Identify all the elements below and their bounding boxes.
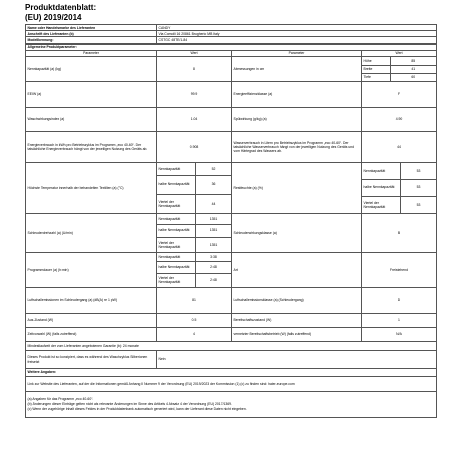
model-value: CSTGC 48TE/1-84: [157, 37, 437, 43]
delay-start-value: 4: [157, 328, 232, 342]
general-heading: Allgemeine Produktparameter:: [26, 44, 437, 50]
noise-class-label: Luftschallemissionsklasse (a) (Schleudergang): [232, 288, 362, 314]
energy-value: 0.908: [157, 132, 232, 163]
temp-values: [157, 163, 232, 214]
off-mode-label: Aus-Zustand (W): [26, 314, 157, 328]
dim-depth-label: Tiefe: [363, 75, 371, 80]
title-line-2: (EU) 2019/2014: [25, 13, 82, 22]
title-line-1: Produktdatenblatt:: [25, 3, 97, 12]
spin-rated-label: Nennkapazität: [157, 214, 195, 224]
supplier-name-value: CANDY: [157, 25, 437, 31]
duration-quarter-value: 2:48: [195, 273, 231, 287]
col-header-param-1: Parameter: [26, 50, 157, 56]
spin-class-value: B: [362, 214, 437, 253]
duration-label: Programmdauer (a) (h:min): [26, 253, 157, 288]
col-header-value-1: Wert: [157, 50, 232, 56]
efficiency-class-value: F: [362, 82, 437, 108]
spin-rated-value: 1351: [195, 214, 231, 224]
footnote-c: (c) Wenn der zugehörige Inhalt dieses Feldes in der Produktdatenbank automatisch generiert wird, kann der Lieferant diese Daten nicht eingeben.: [27, 407, 247, 412]
capacity-value: 8: [157, 57, 232, 82]
col-header-value-2: Wert: [362, 50, 437, 56]
capacity-label: Nennkapazität (a) (kg): [26, 57, 157, 82]
spin-half-label: halbe Nennkapazität: [157, 224, 195, 237]
dim-height-value: 85: [390, 57, 436, 65]
col-header-param-2: Parameter: [232, 50, 362, 56]
delay-start-label: Zeitvorwahl (W) (falls zutreffend): [26, 328, 157, 342]
spin-label: Schleuderdrehzahl (a) (U/min): [26, 214, 157, 253]
duration-rated-value: 3:38: [195, 253, 231, 261]
water-label: Wasserverbrauch in Litern pro Betriebszyklus im Programm „eco 40-60“. Der tatsächliche Wasserverbrauch hängt von der jeweiligen Nutzung des Geräts und vom Härtegrad des Wassers ab.: [232, 132, 362, 163]
network-standby-label: vernetzter Bereitschaftsbetrieb (W) (falls zutreffend): [232, 328, 362, 342]
dim-height-label: Höhe: [362, 57, 390, 65]
supplier-table: [25, 24, 437, 44]
dim-width-label: Breite: [362, 65, 390, 73]
spin-quarter-label: Viertel der Nennkapazität: [158, 240, 181, 249]
rinse-value: 4.90: [362, 108, 437, 132]
duration-half-value: 2:48: [195, 261, 231, 273]
duration-half-label: halbe Nennkapazität: [157, 261, 195, 273]
moisture-quarter-label: Viertel der Nennkapazität: [363, 200, 386, 209]
moisture-label: Restfeuchte (a) (%): [232, 163, 362, 214]
wash-index-label: Waschwirkungsindex (a): [26, 108, 157, 132]
off-mode-value: 0.5: [157, 314, 232, 328]
moisture-half-value: 53: [400, 179, 436, 196]
wash-index-value: 1.04: [157, 108, 232, 132]
eei-label: EEIW (a): [26, 82, 157, 108]
noise-value: 81: [157, 288, 232, 314]
spin-values: [157, 214, 232, 253]
spin-class-label: Schleuderwirkungsklasse (a): [232, 214, 362, 253]
temp-half-value: 36: [195, 175, 231, 194]
temp-quarter-label: Viertel der Nennkapazität: [158, 199, 181, 208]
temp-label: Höchste Temperatur innerhalb der behandelten Textilien (a) (°C): [26, 163, 157, 214]
spin-quarter-value: 1351: [195, 237, 231, 252]
energy-label: Energieverbrauch in kWh pro Betriebszyklus im Programm „eco 40-60“. Der tatsächliche Energieverbrauch hängt von der jeweiligen Nutzung des Geräts ab.: [26, 132, 157, 163]
footnote-b: (b) Änderungen dieser Einträge gelten nicht als relevante Änderungen im Sinne des Artikels 4 Absatz 4 der Verordnung (EU) 2017/1369.: [27, 402, 233, 407]
footnote-a: (a) Angaben für das Programm „eco 40-60“.: [27, 397, 94, 402]
efficiency-class-label: Energieeffizienzklasse (a): [232, 82, 362, 108]
dim-width-value: 41: [390, 65, 436, 73]
footnotes: [26, 392, 437, 418]
supplier-address-label: Anschrift des Lieferanten (b): [26, 31, 157, 37]
silver-ions-value: Nein: [157, 351, 437, 369]
dimensions-label: Abmessungen in cm: [232, 57, 362, 82]
type-value: Freistehend: [362, 253, 437, 288]
standby-label: Bereitschaftszustand (W): [232, 314, 362, 328]
type-label: Art: [232, 253, 362, 288]
product-data-sheet: [25, 3, 436, 418]
model-label: Modellkennung:: [26, 37, 157, 43]
moisture-half-label: halbe Nennkapazität: [362, 179, 400, 196]
spin-half-value: 1351: [195, 224, 231, 237]
eei-value: 99.9: [157, 82, 232, 108]
supplier-name-label: Name oder Handelsmarke des Lieferanten: [26, 25, 157, 31]
dimensions-values: [362, 57, 437, 82]
network-standby-value: N/A: [362, 328, 437, 342]
temp-half-label: halbe Nennkapazität: [157, 175, 195, 194]
supplier-address-value: Via Comolli 16 20861 Brugherio MB Italy: [157, 31, 437, 37]
noise-class-value: D: [362, 288, 437, 314]
dim-depth-value: 60: [390, 73, 436, 81]
sheet-title: [25, 3, 436, 23]
warranty-text: Mindestlaufzeit der vom Lieferanten angebotenen Garantie (b): 24 monate: [26, 342, 437, 351]
moisture-rated-value: 53: [400, 163, 436, 179]
parameters-table: [25, 44, 437, 418]
more-info-text: Link zur Website des Lieferanten, auf der die Informationen gemäß Anhang II Nummer 9 der Verordnung (EU) 2019/2023 der Kommission (1) (c) zu finden sind: haier-europe.com: [26, 377, 437, 392]
noise-label: Luftschallemissionen im Schleudergang (a) (dB(A) re 1 pW): [26, 288, 157, 314]
moisture-quarter-value: 53: [400, 196, 436, 213]
duration-rated-label: Nennkapazität: [157, 253, 195, 261]
temp-rated-value: 52: [195, 163, 231, 175]
more-info-heading: Weitere Angaben:: [26, 369, 437, 377]
duration-values: [157, 253, 232, 288]
standby-value: 1: [362, 314, 437, 328]
temp-rated-label: Nennkapazität: [157, 163, 195, 175]
water-value: 44: [362, 132, 437, 163]
moisture-values: [362, 163, 437, 214]
duration-quarter-label: Viertel der Nennkapazität: [158, 276, 181, 285]
temp-quarter-value: 44: [195, 194, 231, 213]
rinse-label: Spülwirkung (g/kg) (a): [232, 108, 362, 132]
silver-ions-label: Dieses Produkt ist so konzipiert, dass es während des Waschzyklus Silberionen freisetzt: [26, 351, 157, 369]
moisture-rated-label: Nennkapazität: [362, 163, 400, 179]
